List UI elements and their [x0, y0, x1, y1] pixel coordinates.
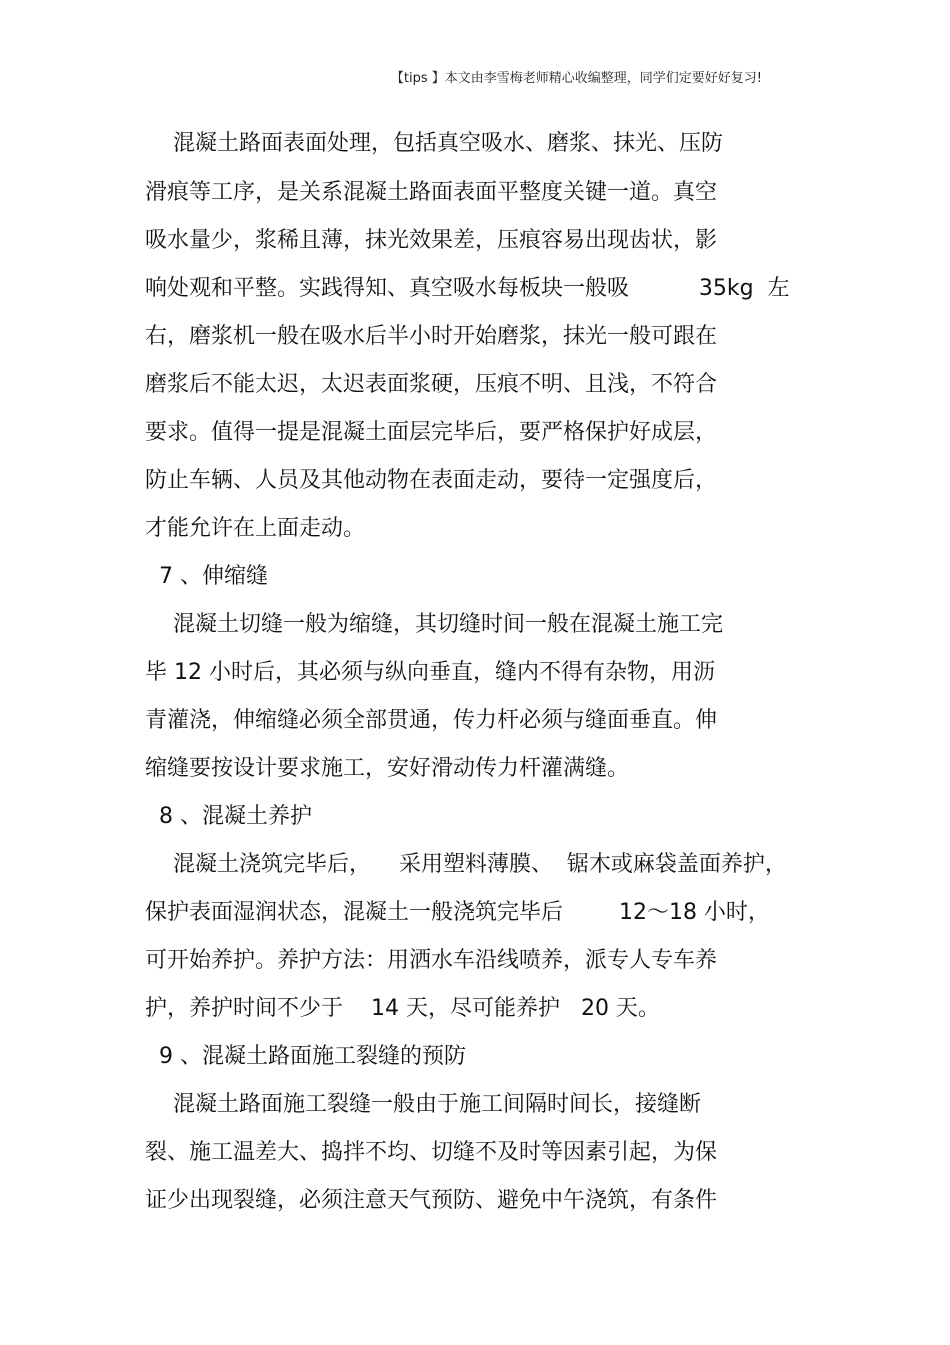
text-line: 混凝土切缝一般为缩缝，其切缝时间一般在混凝土施工完: [145, 612, 723, 637]
text-line: 保护表面湿润状态，混凝土一般浇筑完毕后 12～18 小时，: [145, 900, 770, 925]
text-line: 青灌浇，伸缩缝必须全部贯通，传力杆必须与缝面垂直。伸: [145, 708, 718, 733]
section-heading: 8 、混凝土养护: [145, 804, 312, 829]
text-line: 混凝土路面表面处理，包括真空吸水、磨浆、抹光、压防: [145, 131, 723, 156]
text-line: 响处观和平整。实践得知、真空吸水每板块一般吸 35kg 左: [145, 276, 790, 301]
text-line: 吸水量少，浆稀且薄，抹光效果差，压痕容易出现齿状，影: [145, 228, 718, 253]
text-line: 可开始养护。养护方法：用洒水车沿线喷养，派专人专车养: [145, 948, 718, 973]
tips-header-note: 【tips 】本文由李雪梅老师精心收编整理，同学们定要好好复习!: [390, 71, 762, 86]
text-line: 防止车辆、人员及其他动物在表面走动，要待一定强度后，: [145, 468, 718, 493]
text-line: 证少出现裂缝，必须注意天气预防、避免中午浇筑，有条件: [145, 1188, 718, 1213]
text-line: 要求。值得一提是混凝土面层完毕后，要严格保护好成层，: [145, 420, 718, 445]
text-line: 才能允许在上面走动。: [145, 516, 366, 541]
text-line: 护，养护时间不少于 14 天，尽可能养护 20 天。: [145, 996, 660, 1021]
text-line: 磨浆后不能太迟，太迟表面浆硬，压痕不明、且浅，不符合: [145, 372, 718, 397]
text-line: 缩缝要按设计要求施工，安好滑动传力杆灌满缝。: [145, 756, 630, 781]
text-line: 混凝土浇筑完毕后， 采用塑料薄膜、 锯木或麻袋盖面养护，: [145, 852, 787, 877]
text-line: 右，磨浆机一般在吸水后半小时开始磨浆，抹光一般可跟在: [145, 324, 718, 349]
text-line: 裂、施工温差大、捣拌不均、切缝不及时等因素引起，为保: [145, 1140, 718, 1165]
text-line: 混凝土路面施工裂缝一般由于施工间隔时间长，接缝断: [145, 1092, 701, 1117]
text-line: 滑痕等工序，是关系混凝土路面表面平整度关键一道。真空: [145, 180, 718, 205]
section-heading: 9 、混凝土路面施工裂缝的预防: [145, 1044, 466, 1069]
text-line: 毕 12 小时后，其必须与纵向垂直，缝内不得有杂物，用沥: [145, 660, 715, 685]
section-heading: 7 、伸缩缝: [145, 564, 268, 589]
